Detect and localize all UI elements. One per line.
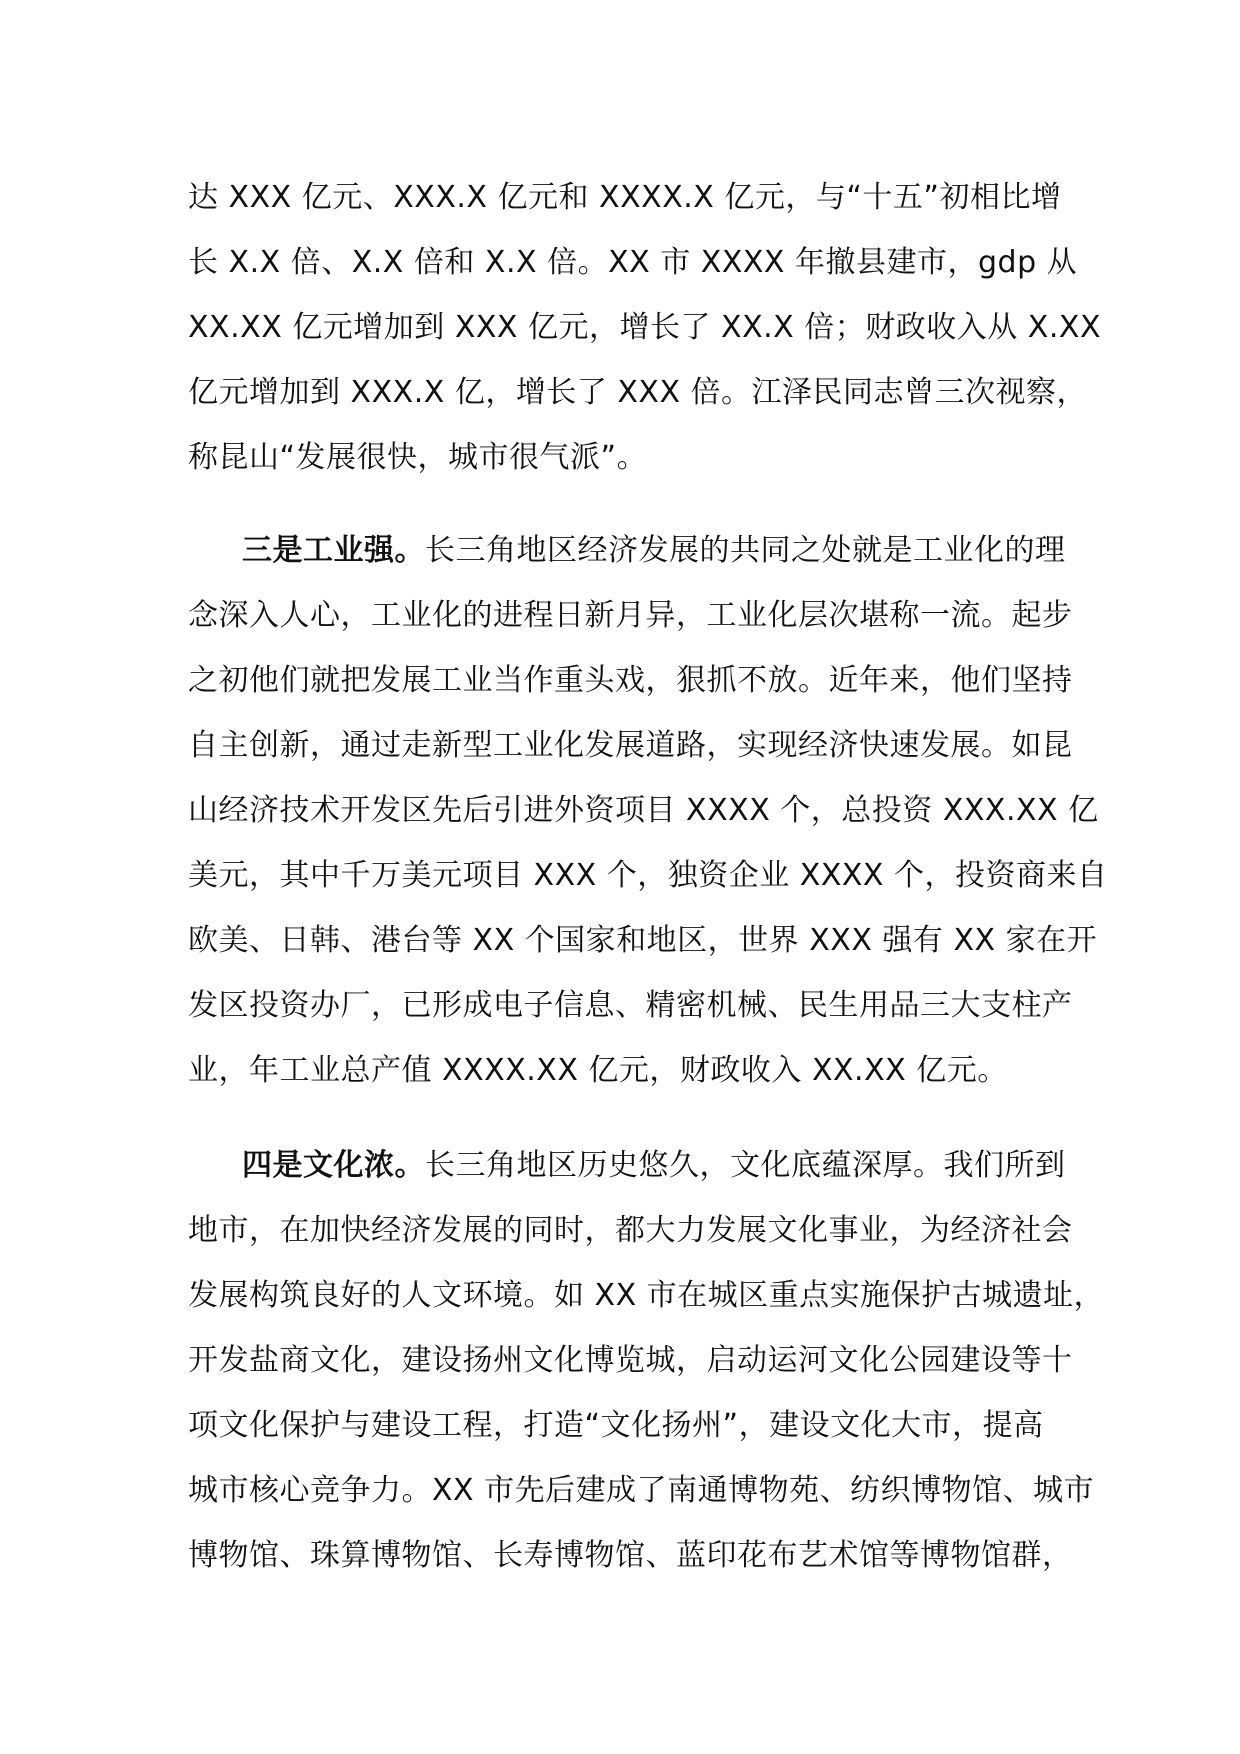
- section-heading: 四是文化浓。: [242, 1148, 425, 1183]
- section-heading: 三是工业强。: [242, 533, 425, 568]
- text-line: 长 X.X 倍、X.X 倍和 X.X 倍。XX 市 XXXX 年撤县建市，gdp 从: [188, 245, 1078, 280]
- text-line: 达 XXX 亿元、XXX.X 亿元和 XXXX.X 亿元，与“十五”初相比增: [188, 180, 1062, 215]
- text-line: 地市，在加快经济发展的同时，都大力发展文化事业，为经济社会: [188, 1213, 1073, 1248]
- text-line: 发区投资办厂，已形成电子信息、精密机械、民生用品三大支柱产: [188, 988, 1073, 1023]
- text-line: 开发盐商文化，建设扬州文化博览城，启动运河文化公园建设等十: [188, 1343, 1073, 1378]
- text-span: 长三角地区经济发展的共同之处就是工业化的理: [425, 533, 1066, 568]
- text-line: 项文化保护与建设工程，打造“文化扬州”，建设文化大市，提高: [188, 1408, 1044, 1443]
- text-line: 自主创新，通过走新型工业化发展道路，实现经济快速发展。如昆: [188, 728, 1073, 763]
- text-line: 业，年工业总产值 XXXX.XX 亿元，财政收入 XX.XX 亿元。: [188, 1053, 1008, 1088]
- text-line: 博物馆、珠算博物馆、长寿博物馆、蓝印花布艺术馆等博物馆群，: [188, 1538, 1073, 1573]
- text-line: 念深入人心，工业化的进程日新月异，工业化层次堪称一流。起步: [188, 598, 1073, 633]
- text-line: XX.XX 亿元增加到 XXX 亿元，增长了 XX.X 倍；财政收入从 X.XX: [188, 310, 1101, 345]
- text-line: 欧美、日韩、港台等 XX 个国家和地区，世界 XXX 强有 XX 家在开: [188, 923, 1098, 958]
- paragraph-culture-rich: [188, 1133, 1105, 1588]
- text-line: 发展构筑良好的人文环境。如 XX 市在城区重点实施保护古城遗址，: [188, 1278, 1105, 1313]
- text-span: 长三角地区历史悠久，文化底蕴深厚。我们所到: [425, 1148, 1066, 1183]
- text-line: 称昆山“发展很快，城市很气派”。: [188, 440, 648, 475]
- text-line: 之初他们就把发展工业当作重头戏，狠抓不放。近年来，他们坚持: [188, 663, 1073, 698]
- paragraph-first-line: [188, 518, 1068, 583]
- paragraph-first-line: [188, 1133, 1068, 1198]
- text-line: 城市核心竞争力。XX 市先后建成了南通博物苑、纺织博物馆、城市: [188, 1473, 1095, 1508]
- text-line: 美元，其中千万美元项目 XXX 个，独资企业 XXXX 个，投资商来自: [188, 858, 1108, 893]
- text-line: 亿元增加到 XXX.X 亿，增长了 XXX 倍。江泽民同志曾三次视察，: [188, 375, 1088, 410]
- paragraph-industry-strong: [188, 518, 1108, 1103]
- text-line: 山经济技术开发区先后引进外资项目 XXXX 个，总投资 XXX.XX 亿: [188, 793, 1099, 828]
- paragraph-growth-figures: [188, 165, 1101, 490]
